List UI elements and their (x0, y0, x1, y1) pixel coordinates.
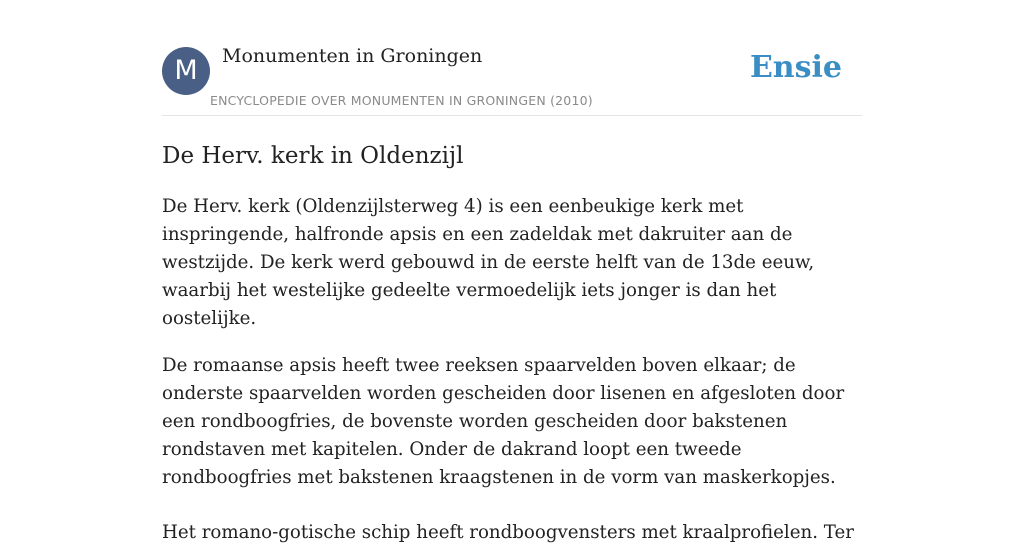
page (162, 0, 862, 547)
source-avatar[interactable]: M (162, 47, 210, 95)
article-paragraph: Het romano-gotische schip heeft rondboogvensters met kraalprofielen. Ter (162, 522, 854, 543)
source-header (162, 0, 862, 116)
article-paragraph: De Herv. kerk (Oldenzijlsterweg 4) is een eenbeukige kerk met inspringende, halfronde apsis en een zadeldak met dakruiter aan de westzijde. De kerk werd gebouwd in de eerste helft van de 13de eeuw, waarbij het westelijke gedeelte vermoedelijk iets jonger is dan het oostelijke. (162, 196, 815, 329)
source-subtitle: ENCYCLOPEDIE OVER MONUMENTEN IN GRONINGEN (2010) (210, 93, 593, 108)
article-paragraph: De romaanse apsis heeft twee reeksen spaarvelden boven elkaar; de onderste spaarvelden worden gescheiden door lisenen en afgesloten door een rondboogfries, de bovenste worden gescheiden door bakstenen rondstaven met kapitelen. Onder de dakrand loopt een tweede rondboogfries met bakstenen kraagstenen in de vorm van maskerkopjes. (162, 355, 845, 488)
source-title-link[interactable]: Monumenten in Groningen (222, 45, 483, 67)
ensie-logo-link[interactable]: Ensie (749, 50, 842, 85)
article-title: De Herv. kerk in Oldenzijl (162, 143, 464, 169)
